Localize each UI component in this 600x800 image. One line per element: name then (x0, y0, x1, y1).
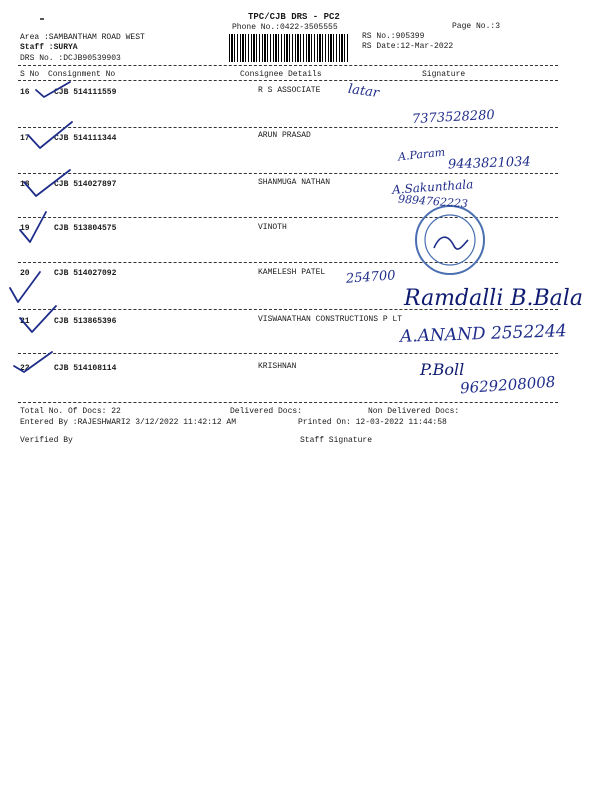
row-consignee: KRISHNAN (258, 362, 297, 371)
handwritten-phone: 7373528280 (411, 107, 496, 128)
row-consignee: VINOTH (258, 223, 287, 232)
row-consignment: CJB 514111344 (54, 134, 117, 143)
non-delivered-docs: Non Delivered Docs: (368, 407, 460, 416)
handwritten-signature: Ramdalli B.Bala (404, 286, 583, 311)
row-consignment: CJB 514027092 (54, 269, 117, 278)
total-docs: Total No. Of Docs: 22 (20, 407, 121, 416)
tick-mark-22 (14, 352, 52, 372)
handwritten-name: A.Param (397, 145, 446, 164)
col-sno: S No (20, 70, 40, 79)
col-signature: Signature (422, 70, 466, 79)
row-consignment: CJB 514108114 (54, 364, 117, 373)
phone-number: Phone No.:0422-3505555 (232, 23, 338, 32)
col-consignment: Consignment No (48, 70, 116, 79)
drs-number: DRS No. :DCJB90539903 (20, 54, 121, 63)
staff-signature-label: Staff Signature (300, 436, 373, 445)
row-consignee: SHANMUGA NATHAN (258, 178, 331, 187)
row-sno: 17 (20, 134, 30, 143)
tick-mark-20 (10, 272, 40, 302)
row-consignment: CJB 514027897 (54, 180, 117, 189)
handwritten-note: latar (347, 81, 381, 102)
row-sno: 16 (20, 88, 30, 97)
row-sno: 21 (20, 317, 30, 326)
row-consignment: CJB 513804575 (54, 224, 117, 233)
tick-mark-16 (36, 82, 70, 97)
row-consignment: CJB 514111559 (54, 88, 117, 97)
col-consignee: Consignee Details (240, 70, 322, 79)
rs-number: RS No.:905399 (362, 32, 425, 41)
row-sno: 20 (20, 269, 30, 278)
page-number: Page No.:3 (452, 22, 501, 31)
verified-by: Verified By (20, 436, 73, 445)
printed-on: Printed On: 12-03-2022 11:44:58 (298, 418, 447, 427)
entered-by: Entered By :RAJESHWARI2 3/12/2022 11:42:12 AM (20, 418, 237, 427)
row-sno: 18 (20, 180, 30, 189)
tick-mark-17 (28, 122, 72, 148)
tick-mark-21 (20, 306, 56, 332)
row-consignee: ARUN PRASAD (258, 131, 311, 140)
row-consignee: KAMELESH PATEL (258, 268, 326, 277)
handwritten-name-phone: A.ANAND 2552244 (399, 321, 568, 347)
row-consignee: R S ASSOCIATE (258, 86, 321, 95)
row-sno: 19 (20, 224, 30, 233)
area-label: Area :SAMBANTHAM ROAD WEST (20, 33, 145, 42)
rs-date: RS Date:12-Mar-2022 (362, 42, 454, 51)
handwritten-phone: 9629208008 (459, 372, 556, 398)
tick-mark-19 (20, 212, 46, 242)
row-sno: 22 (20, 364, 30, 373)
handwritten-phone: 9894762223 (397, 192, 469, 211)
tick-mark-18 (24, 170, 70, 196)
delivered-docs: Delivered Docs: (230, 407, 303, 416)
handwritten-name: A.Sakunthala (391, 177, 474, 197)
handwritten-number: 254700 (345, 268, 397, 287)
document-title: TPC/CJB DRS - PC2 (248, 12, 340, 22)
rubber-stamp (414, 204, 486, 276)
staff-label: Staff :SURYA (20, 43, 78, 52)
row-consignment: CJB 513865396 (54, 317, 117, 326)
handwritten-phone: 9443821034 (447, 154, 531, 173)
handwritten-signature: P.Boll (420, 360, 465, 379)
row-consignee: VISWANATHAN CONSTRUCTIONS P LT (258, 315, 403, 324)
